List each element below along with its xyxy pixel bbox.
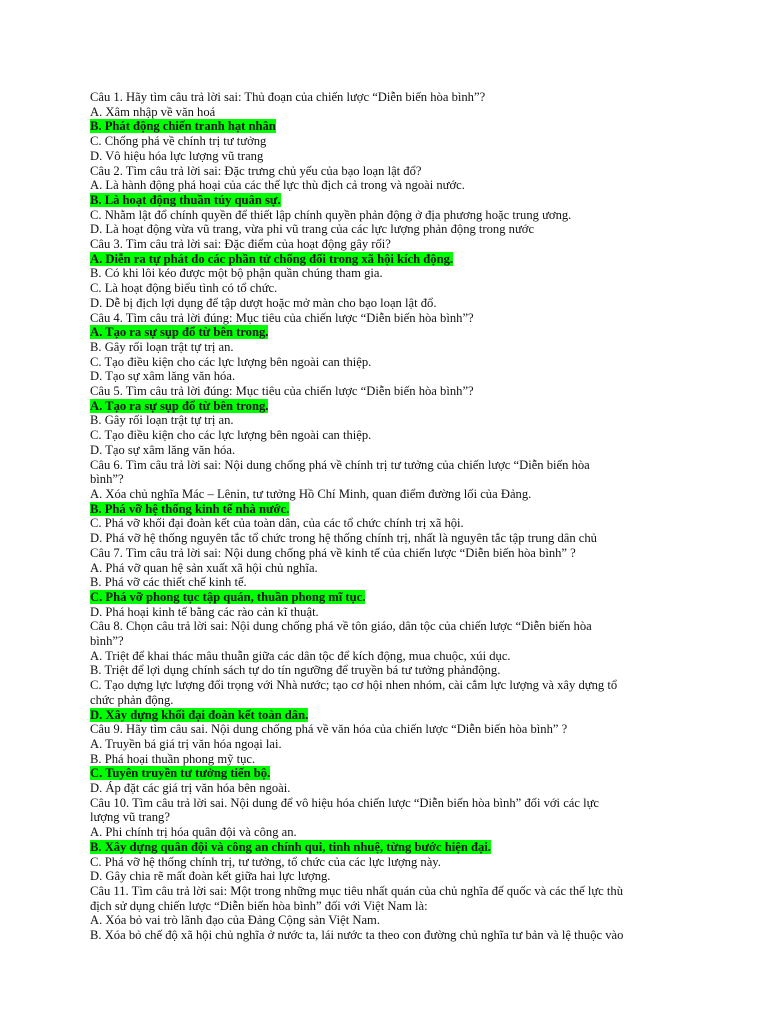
text-line (90, 355, 680, 370)
line-text: D. Dễ bị địch lợi dụng để tập dượt hoặc mở màn cho bạo loạn lật đổ. (90, 295, 437, 310)
text-line (90, 369, 680, 384)
line-text: Câu 1. Hãy tìm câu trả lời sai: Thủ đoạn của chiến lược “Diễn biến hòa bình”? (90, 90, 486, 104)
line-text: A. Triệt để khai thác mâu thuẫn giữa các dân tộc để kích động, mua chuộc, xúi dục. (90, 648, 511, 663)
line-text: D. Áp đặt các giá trị văn hóa bên ngoài. (90, 781, 291, 796)
text-line (90, 649, 680, 664)
answer-line-highlighted (90, 399, 680, 414)
text-line (90, 884, 680, 899)
line-text: B. Triệt để lợi dụng chính sách tự do tín ngưỡng để truyền bá tư tưởng phảnđộng. (90, 663, 501, 678)
text-line (90, 561, 680, 576)
line-text: C. Nhằm lật đổ chính quyền để thiết lập chính quyền phản động ở địa phương hoặc trung ương. (90, 207, 572, 222)
answer-line-highlighted (90, 193, 680, 208)
line-text: địch sử dụng chiến lược “Diễn biến hòa bình” đối với Việt Nam là: (90, 898, 428, 913)
line-text: D. Gây chia rẽ mất đoàn kết giữa hai lực lượng. (90, 869, 331, 884)
text-line (90, 752, 680, 767)
line-text: bình”? (90, 634, 124, 649)
text-line (90, 458, 680, 473)
line-text: B. Gây rối loạn trật tự trị an. (90, 413, 234, 428)
line-text: C. Phá vỡ hệ thống chính trị, tư tưởng, tổ chức của các lực lượng này. (90, 854, 441, 869)
text-line (90, 413, 680, 428)
text-line (90, 810, 680, 825)
line-text: C. Tạo điều kiện cho các lực lượng bên ngoài can thiệp. (90, 428, 372, 443)
text-line (90, 178, 680, 193)
line-text: Câu 11. Tìm câu trả lời sai: Một trong những mục tiêu nhất quán của chủ nghĩa đế quốc và các thế lực thù (90, 883, 624, 898)
line-text: Câu 9. Hãy tìm câu sai. Nội dung chống phá về văn hóa của chiến lược “Diễn biến hòa bình” ? (90, 722, 568, 737)
answer-line-highlighted (90, 840, 680, 855)
text-line (90, 90, 680, 105)
text-line (90, 796, 680, 811)
line-text: Câu 8. Chọn câu trả lời sai: Nội dung chống phá về tôn giáo, dân tộc của chiến lược “Diễn biến hòa (90, 619, 592, 634)
line-text: Câu 7. Tìm câu trả lời sai: Nội dung chống phá về kinh tế của chiến lược “Diễn biến hòa bình” ? (90, 545, 576, 560)
text-line (90, 575, 680, 590)
line-text: A. Là hành động phá hoại của các thế lực thù địch cả trong và ngoài nước. (90, 178, 465, 193)
correct-answer-text: B. Là hoạt động thuần túy quân sự. (90, 192, 281, 207)
answer-line-highlighted (90, 708, 680, 723)
line-text: Câu 6. Tìm câu trả lời sai: Nội dung chống phá về chính trị tư tưởng của chiến lược “Diễn biến hòa (90, 457, 590, 472)
text-line (90, 472, 680, 487)
text-line (90, 913, 680, 928)
text-line (90, 384, 680, 399)
correct-answer-text: C. Phá vỡ phong tục tập quán, thuần phong mĩ tục. (90, 589, 366, 604)
line-text: B. Có khi lôi kéo được một bộ phận quần chúng tham gia. (90, 266, 383, 281)
correct-answer-text: A. Tạo ra sự sụp đổ từ bên trong. (90, 325, 269, 340)
text-line (90, 164, 680, 179)
line-text: C. Tạo dựng lực lượng đối trọng với Nhà nước; tạo cơ hội nhen nhóm, cài cắm lực lượng và xây dựng tổ (90, 678, 618, 693)
line-text: B. Phá hoại thuần phong mỹ tục. (90, 751, 256, 766)
text-line (90, 149, 680, 164)
line-text: D. Phá hoại kinh tế bằng các rào cản kĩ thuật. (90, 604, 319, 619)
text-line (90, 222, 680, 237)
text-line (90, 693, 680, 708)
line-text: Câu 2. Tìm câu trả lời sai: Đặc trưng chủ yếu của bạo loạn lật đổ? (90, 163, 422, 178)
correct-answer-text: A. Tạo ra sự sụp đổ từ bên trong. (90, 398, 269, 413)
line-text: lượng vũ trang? (90, 810, 170, 825)
answer-line-highlighted (90, 119, 680, 134)
text-line (90, 296, 680, 311)
answer-line-highlighted (90, 252, 680, 267)
line-text: A. Xâm nhập về văn hoá (90, 104, 216, 119)
line-text: A. Phi chính trị hóa quân đội và công an. (90, 825, 297, 840)
line-text: Câu 4. Tìm câu trả lời đúng: Mục tiêu của chiến lược “Diễn biến hòa bình”? (90, 310, 474, 325)
correct-answer-text: B. Xây dựng quân đội và công an chính qui, tinh nhuệ, từng bước hiện đại. (90, 839, 491, 854)
line-text: Câu 10. Tìm câu trả lời sai. Nội dung để vô hiệu hóa chiến lược “Diễn biến hòa bình” đối với các lực (90, 795, 600, 810)
answer-line-highlighted (90, 325, 680, 340)
document-page (90, 90, 680, 943)
line-text: C. Tạo điều kiện cho các lực lượng bên ngoài can thiệp. (90, 354, 372, 369)
text-line (90, 899, 680, 914)
text-line (90, 237, 680, 252)
correct-answer-text: A. Diễn ra tự phát do các phần tử chống đối trong xã hội kích động. (90, 251, 454, 266)
line-text: D. Tạo sự xâm lăng văn hóa. (90, 442, 236, 457)
text-line (90, 443, 680, 458)
text-line (90, 737, 680, 752)
text-line (90, 311, 680, 326)
correct-answer-text: B. Phá vỡ hệ thống kinh tế nhà nước. (90, 501, 290, 516)
text-line (90, 619, 680, 634)
text-line (90, 487, 680, 502)
text-line (90, 928, 680, 943)
line-text: A. Phá vỡ quan hệ sản xuất xã hội chủ nghĩa. (90, 560, 318, 575)
text-line (90, 516, 680, 531)
text-line (90, 869, 680, 884)
line-text: A. Truyền bá giá trị văn hóa ngoại lai. (90, 736, 282, 751)
correct-answer-text: D. Xây dựng khối đại đoàn kết toàn dân. (90, 707, 309, 722)
text-line (90, 825, 680, 840)
line-text: A. Xóa chủ nghĩa Mác – Lênin, tư tưởng Hồ Chí Minh, quan điểm đường lối của Đảng. (90, 486, 532, 501)
text-line (90, 266, 680, 281)
line-text: C. Là hoạt động biểu tình có tổ chức. (90, 281, 278, 296)
line-text: D. Là hoạt động vừa vũ trang, vừa phi vũ trang của các lực lượng phản động trong nước (90, 222, 535, 237)
answer-line-highlighted (90, 766, 680, 781)
line-text: Câu 3. Tìm câu trả lời sai: Đặc điểm của hoạt động gây rối? (90, 237, 391, 252)
text-line (90, 531, 680, 546)
line-text: B. Phá vỡ các thiết chế kinh tế. (90, 575, 247, 590)
text-line (90, 855, 680, 870)
line-text: bình”? (90, 472, 124, 487)
line-text: B. Xóa bỏ chế độ xã hội chủ nghĩa ở nước ta, lái nước ta theo con đường chủ nghĩa tư bản và lệ thuộc vào (90, 928, 624, 943)
line-text: Câu 5. Tìm câu trả lời đúng: Mục tiêu của chiến lược “Diễn biến hòa bình”? (90, 384, 474, 399)
text-line (90, 634, 680, 649)
line-text: A. Xóa bỏ vai trò lãnh đạo của Đảng Cộng sản Việt Nam. (90, 913, 381, 928)
text-line (90, 546, 680, 561)
line-text: B. Gây rối loạn trật tự trị an. (90, 339, 234, 354)
text-line (90, 208, 680, 223)
text-line (90, 781, 680, 796)
correct-answer-text: C. Tuyên truyền tư tưởng tiến bộ. (90, 766, 271, 781)
text-line (90, 281, 680, 296)
line-text: D. Vô hiệu hóa lực lượng vũ trang (90, 148, 264, 163)
text-line (90, 428, 680, 443)
line-text: D. Tạo sự xâm lăng văn hóa. (90, 369, 236, 384)
text-line (90, 722, 680, 737)
line-text: chức phản động. (90, 692, 174, 707)
text-line (90, 340, 680, 355)
line-text: D. Phá vỡ hệ thống nguyên tắc tổ chức trong hệ thống chính trị, nhất là nguyên tắc tập trung dân chủ (90, 531, 597, 546)
text-line (90, 605, 680, 620)
line-text: C. Phá vỡ khối đại đoàn kết của toàn dân, của các tổ chức chính trị xã hội. (90, 516, 464, 531)
text-line (90, 678, 680, 693)
line-text: C. Chống phá về chính trị tư tưởng (90, 134, 267, 149)
answer-line-highlighted (90, 502, 680, 517)
text-line (90, 663, 680, 678)
answer-line-highlighted (90, 590, 680, 605)
correct-answer-text: B. Phát động chiến tranh hạt nhân (90, 119, 276, 134)
text-line (90, 134, 680, 149)
text-line (90, 105, 680, 120)
